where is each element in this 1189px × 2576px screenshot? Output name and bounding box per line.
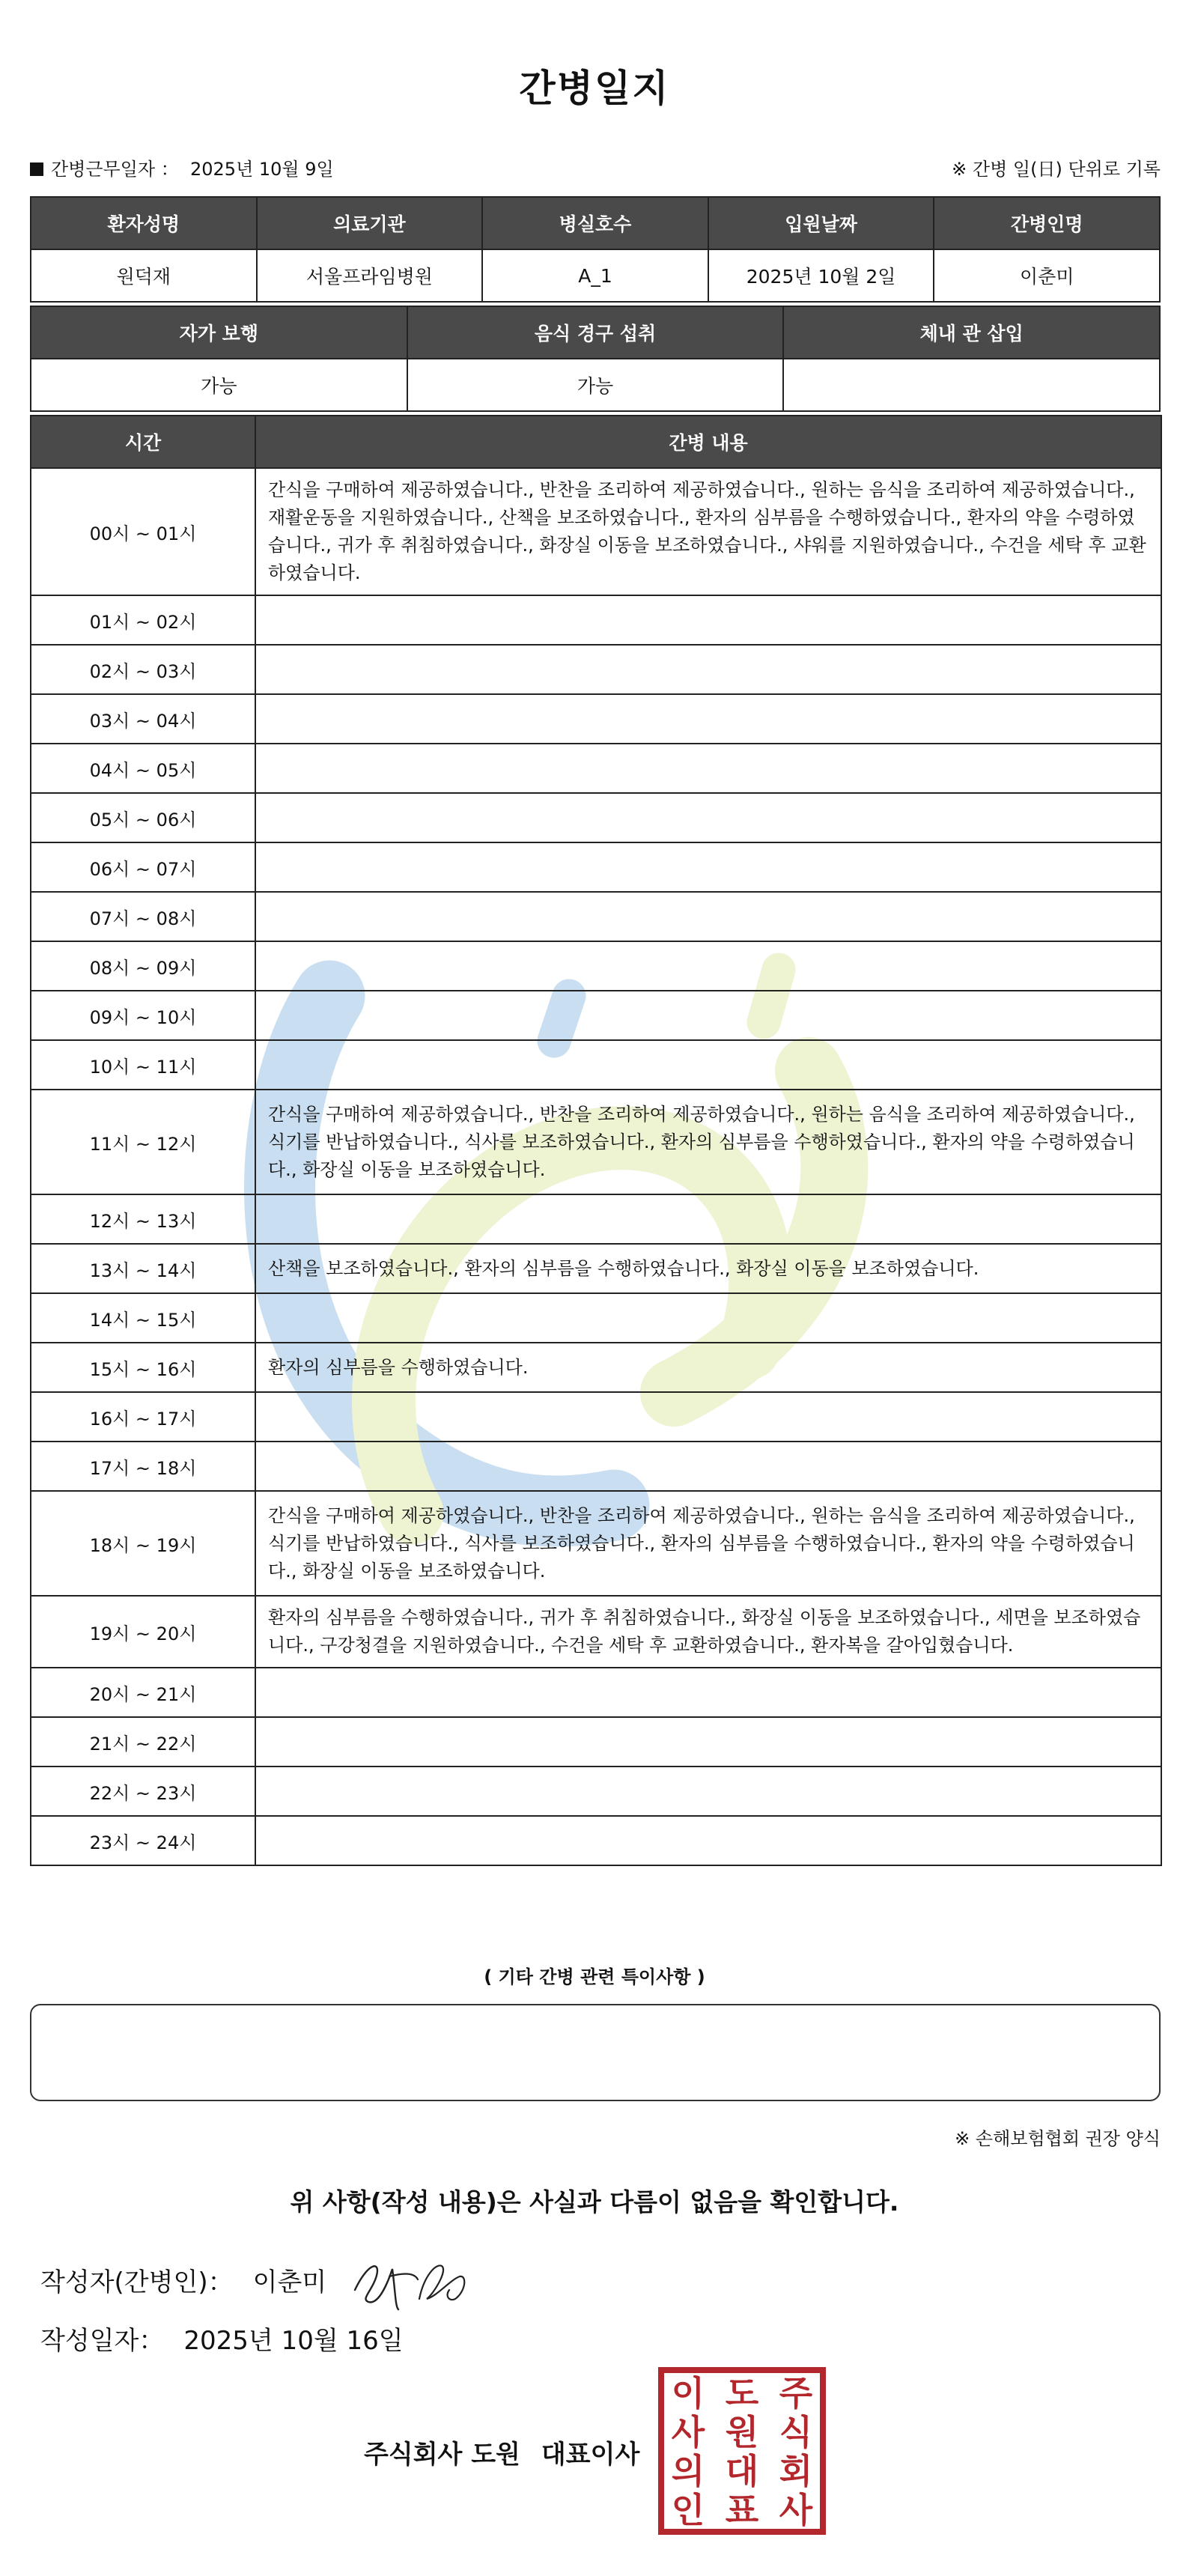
patient-name: 원덕재: [31, 249, 257, 302]
header-care-content: 간병 내용: [255, 416, 1161, 468]
time-slot: 03시 ~ 04시: [31, 694, 255, 744]
time-slot: 02시 ~ 03시: [31, 645, 255, 694]
seal-character: 사: [779, 2490, 813, 2530]
timetable-row: [31, 1194, 1161, 1244]
care-content: [255, 1293, 1161, 1343]
written-date-line: [40, 2320, 404, 2357]
time-slot: 22시 ~ 23시: [31, 1767, 255, 1816]
time-slot: 09시 ~ 10시: [31, 991, 255, 1040]
care-content: [255, 1194, 1161, 1244]
seal-character: 식: [779, 2412, 813, 2452]
page-title: 간병일지: [519, 67, 670, 110]
timetable-row: [31, 991, 1161, 1040]
care-content: [255, 1392, 1161, 1442]
square-bullet-icon: [30, 162, 43, 176]
care-content: [255, 991, 1161, 1040]
care-content: 간식을 구매하여 제공하였습니다., 반찬을 조리하여 제공하였습니다., 원하는 음식을 조리하여 제공하였습니다., 식기를 반납하였습니다., 식사를 보조하였습니다., 환자의 심부름을 수행하였습니다., 환자의 약을 수령하였습니다., 화장실 이동을 보조하였습니다.: [255, 1090, 1161, 1194]
timetable-row: [31, 941, 1161, 991]
company-seal-stamp: [657, 2366, 827, 2536]
time-slot: 16시 ~ 17시: [31, 1392, 255, 1442]
seal-character: 도: [725, 2373, 759, 2414]
care-content: 환자의 심부름을 수행하였습니다.: [255, 1343, 1161, 1392]
header-self-walking: 자가 보행: [31, 306, 407, 359]
care-content: [255, 1717, 1161, 1767]
time-slot: 06시 ~ 07시: [31, 842, 255, 892]
timetable-row: [31, 1343, 1161, 1392]
care-content: [255, 1767, 1161, 1816]
confirmation-statement: 위 사항(작성 내용)은 사실과 다름이 없음을 확인합니다.: [290, 2187, 899, 2217]
written-date-value: 2025년 10월 16일: [183, 2326, 404, 2356]
association-note: ※ 손해보험협회 권장 양식: [955, 2128, 1161, 2149]
seal-character: 사: [671, 2412, 705, 2452]
patient-info-value-row: [31, 249, 1160, 302]
header-room-number: 병실호수: [482, 197, 708, 249]
timetable-row: [31, 1491, 1161, 1596]
care-content: [255, 793, 1161, 842]
work-date-value: 2025년 10월 9일: [190, 159, 334, 180]
time-slot: 12시 ~ 13시: [31, 1194, 255, 1244]
seal-character: 의: [671, 2451, 705, 2491]
time-slot: 10시 ~ 11시: [31, 1040, 255, 1090]
header-hospital: 의료기관: [257, 197, 483, 249]
timetable-row: [31, 468, 1161, 595]
time-slot: 14시 ~ 15시: [31, 1293, 255, 1343]
hospital-name: 서울프라임병원: [257, 249, 483, 302]
care-content: [255, 842, 1161, 892]
timetable-row: [31, 645, 1161, 694]
header-caregiver-name: 간병인명: [934, 197, 1160, 249]
timetable-row: [31, 1596, 1161, 1668]
care-content: [255, 595, 1161, 645]
time-slot: 21시 ~ 22시: [31, 1717, 255, 1767]
timetable-row: [31, 1668, 1161, 1717]
timetable-row: [31, 842, 1161, 892]
timetable-row: [31, 793, 1161, 842]
oral-intake-value: 가능: [407, 359, 784, 411]
timetable-row: [31, 694, 1161, 744]
seal-character: 주: [779, 2373, 813, 2414]
writer-line: [40, 2261, 326, 2298]
self-walking-value: 가능: [31, 359, 407, 411]
time-slot: 04시 ~ 05시: [31, 744, 255, 793]
header-admission-date: 입원날짜: [708, 197, 934, 249]
timetable-header-row: [31, 416, 1161, 468]
writer-name: 이춘미: [252, 2267, 327, 2297]
seal-character: 원: [725, 2412, 759, 2452]
caregiver-name: 이춘미: [934, 249, 1160, 302]
admission-date: 2025년 10월 2일: [708, 249, 934, 302]
seal-character: 대: [725, 2451, 759, 2491]
care-content: [255, 744, 1161, 793]
room-number: A_1: [482, 249, 708, 302]
time-slot: 18시 ~ 19시: [31, 1491, 255, 1596]
time-slot: 01시 ~ 02시: [31, 595, 255, 645]
timetable-row: [31, 1293, 1161, 1343]
care-timetable: [30, 415, 1162, 1866]
handwritten-signature: [346, 2247, 473, 2314]
care-content: [255, 694, 1161, 744]
work-date: [30, 154, 334, 180]
timetable-row: [31, 1442, 1161, 1491]
time-slot: 00시 ~ 01시: [31, 468, 255, 595]
timetable-row: [31, 892, 1161, 941]
seal-character: 인: [671, 2490, 705, 2530]
header-time: 시간: [31, 416, 255, 468]
company-name: 주식회사 도원: [364, 2440, 520, 2470]
work-date-label: 간병근무일자 ：: [51, 159, 179, 180]
special-notes-box: [30, 2004, 1161, 2101]
time-slot: 05시 ~ 06시: [31, 793, 255, 842]
written-date-label: 작성일자：: [40, 2326, 165, 2356]
special-notes-label: ( 기타 간병 관련 특이사항 ): [484, 1966, 705, 1987]
unit-note: ※ 간병 일(日) 단위로 기록: [952, 159, 1161, 180]
patient-info-table: [30, 196, 1161, 303]
time-slot: 08시 ~ 09시: [31, 941, 255, 991]
header-oral-intake: 음식 경구 섭취: [407, 306, 784, 359]
time-slot: 13시 ~ 14시: [31, 1244, 255, 1293]
patient-info-header-row: [31, 197, 1160, 249]
care-content: [255, 1442, 1161, 1491]
writer-label: 작성자(간병인)：: [40, 2267, 234, 2297]
care-content: 간식을 구매하여 제공하였습니다., 반찬을 조리하여 제공하였습니다., 원하는 음식을 조리하여 제공하였습니다., 재활운동을 지원하였습니다., 산책을 보조하였습니다., 환자의 심부름을 수행하였습니다., 환자의 약을 수령하였습니다., 귀가 후 취침하였습니다., 화장실 이동을 보조하였습니다., 샤워를 지원하였습니다., 수건을 세탁 후 교환하였습니다.: [255, 468, 1161, 595]
care-content: [255, 1040, 1161, 1090]
time-slot: 11시 ~ 12시: [31, 1090, 255, 1194]
timetable-row: [31, 1244, 1161, 1293]
time-slot: 17시 ~ 18시: [31, 1442, 255, 1491]
company-signature-line: [364, 2434, 639, 2470]
care-content: [255, 892, 1161, 941]
care-content: [255, 645, 1161, 694]
timetable-row: [31, 1090, 1161, 1194]
timetable-body: [31, 468, 1161, 1865]
time-slot: 23시 ~ 24시: [31, 1816, 255, 1865]
patient-status-header-row: [31, 306, 1160, 359]
care-content: 산책을 보조하였습니다., 환자의 심부름을 수행하였습니다., 화장실 이동을 보조하였습니다.: [255, 1244, 1161, 1293]
care-content: 환자의 심부름을 수행하였습니다., 귀가 후 취침하였습니다., 화장실 이동을 보조하였습니다., 세면을 보조하였습니다., 구강청결을 지원하였습니다., 수건을 세탁 후 교환하였습니다., 환자복을 갈아입혔습니다.: [255, 1596, 1161, 1668]
timetable-row: [31, 595, 1161, 645]
time-slot: 15시 ~ 16시: [31, 1343, 255, 1392]
header-tube-insertion: 체내 관 삽입: [783, 306, 1160, 359]
patient-status-table: [30, 306, 1161, 412]
time-slot: 20시 ~ 21시: [31, 1668, 255, 1717]
seal-character: 회: [779, 2451, 813, 2491]
timetable-row: [31, 1717, 1161, 1767]
timetable-row: [31, 744, 1161, 793]
care-content: 간식을 구매하여 제공하였습니다., 반찬을 조리하여 제공하였습니다., 원하는 음식을 조리하여 제공하였습니다., 식기를 반납하였습니다., 식사를 보조하였습니다., 환자의 심부름을 수행하였습니다., 환자의 약을 수령하였습니다., 화장실 이동을 보조하였습니다.: [255, 1491, 1161, 1596]
care-content: [255, 941, 1161, 991]
seal-character: 표: [725, 2490, 759, 2530]
company-title: 대표이사: [541, 2440, 640, 2470]
timetable-row: [31, 1040, 1161, 1090]
timetable-row: [31, 1767, 1161, 1816]
timetable-row: [31, 1816, 1161, 1865]
patient-status-value-row: [31, 359, 1160, 411]
header-patient-name: 환자성명: [31, 197, 257, 249]
meta-row: [30, 154, 1161, 184]
care-content: [255, 1668, 1161, 1717]
seal-character: 이: [671, 2373, 705, 2414]
time-slot: 07시 ~ 08시: [31, 892, 255, 941]
time-slot: 19시 ~ 20시: [31, 1596, 255, 1668]
care-content: [255, 1816, 1161, 1865]
tube-insertion-value: [783, 359, 1160, 411]
timetable-row: [31, 1392, 1161, 1442]
